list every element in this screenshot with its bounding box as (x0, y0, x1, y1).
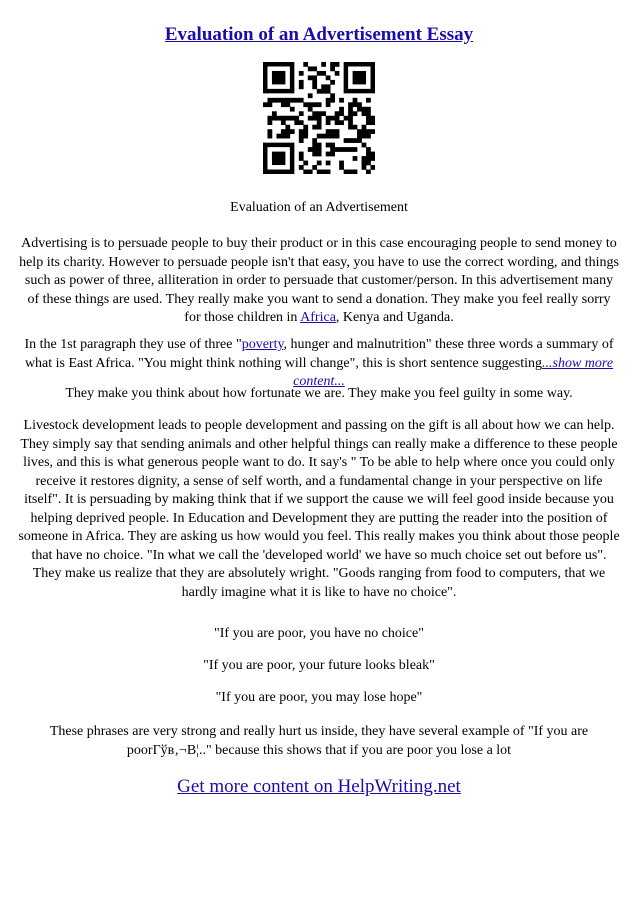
get-more-content-link[interactable]: Get more content on HelpWriting.net (177, 776, 461, 797)
quote-1: "If you are poor, you have no choice" (214, 626, 424, 641)
africa-link[interactable]: Africa (300, 310, 336, 325)
quote-2: "If you are poor, your future looks bleak" (203, 658, 435, 673)
essay-title-link[interactable]: Evaluation of an Advertisement Essay (164, 24, 474, 45)
paragraph-1-text: Advertising is to persuade people to buy their product or in this case encouraging people to send money to help its charity. However to persuade people isn't that easy, you have to use the correct wording, and things such as power of three, alliteration in order to persuade that customer/person. In this advertisement many of these things are used. They really make you want to send a donation. They make you feel really sorry for those children in (19, 236, 619, 325)
paragraph-1 (18, 235, 620, 328)
paragraph-2 (18, 336, 620, 392)
qr-code-icon (263, 62, 375, 174)
paragraph-2-text-end: , hunger and malnutrition" these three words a summary of what is East Africa. "You might think nothing will change", this is short sentence suggesting (24, 337, 614, 371)
quote-3: "If you are poor, you may lose hope" (215, 690, 423, 705)
paragraph-1-text-end: , Kenya and Uganda. (335, 310, 454, 325)
show-more-link[interactable]: ...show more content... (293, 355, 614, 389)
essay-subtitle: Evaluation of an Advertisement (230, 200, 408, 215)
paragraph-2-text: In the 1st paragraph they use of three " (24, 337, 242, 352)
poverty-link[interactable]: poverty (241, 337, 284, 352)
paragraph-4: Livestock development leads to people development and passing on the gift is all about how we can help. They simply say that sending animals and other helpful things can really make a difference to these people lives, and this is what generous people want to do. It say's " To be able to help where once you could only receive it restores dignity, a sense of self worth, and a fundamental change in your perspective on life itself". It is persuading by making think that if we support the cause we will feel good inside because you helping deprived people. In Education and Development they are putting the reader into the position of someone in Africa. They are asking us how would you feel. This really makes you think about those people that have no choice. "In what we call the 'developed world' we have so much choice set out before us". They make us realize that they are absolutely wright. "Goods ranging from food to computers, that we hardly imagine what it is like to have no choice". (18, 418, 620, 600)
paragraph-3: They make you think about how fortunate we are. They make you feel guilty in some way. (65, 386, 573, 401)
paragraph-5: These phrases are very strong and really hurt us inside, they have several example of "If you are poorГўв‚¬В¦.." because this shows that if you are poor you lose a lot (49, 724, 589, 758)
